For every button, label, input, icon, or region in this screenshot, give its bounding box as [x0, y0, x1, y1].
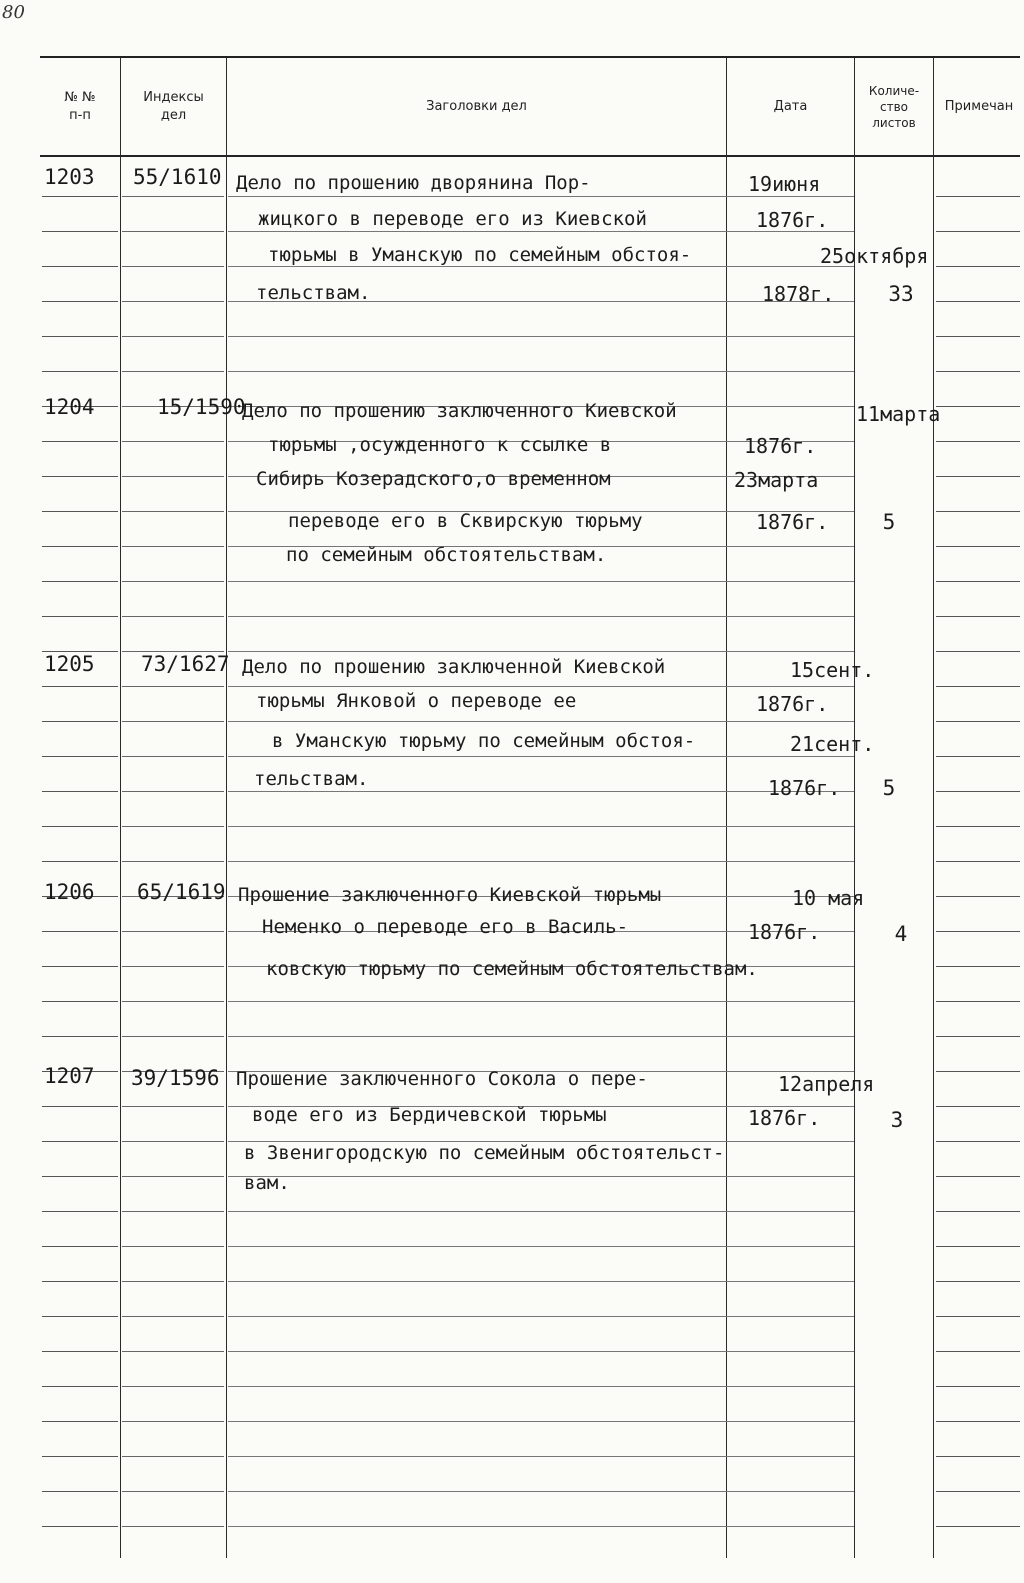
sheet-count: 4 — [894, 922, 908, 946]
date-from-year: 1876г. — [756, 208, 829, 232]
record-title-line: Сибирь Козерадского,о временном — [256, 468, 611, 490]
page-number-handwritten: 80 — [2, 2, 25, 23]
ledger-rule — [228, 651, 854, 652]
ledger-rule — [42, 826, 118, 827]
ledger-rule — [228, 1351, 854, 1352]
ledger-rule — [936, 1106, 1020, 1107]
ledger-rule — [228, 1491, 854, 1492]
ledger-rule — [122, 1351, 224, 1352]
record-title-line: тюрьмы ,осужденного к ссылке в — [268, 434, 612, 456]
ledger-rule — [228, 1176, 854, 1177]
record-title-line: Неменко о переводе его в Василь- — [262, 916, 629, 938]
date-to-day: 25октября — [820, 244, 929, 268]
ledger-rule — [936, 546, 1020, 547]
header-count: Количе- ство листов — [868, 83, 920, 130]
ledger-rule — [122, 1456, 224, 1457]
header-date: Дата — [773, 98, 808, 114]
ledger-rule — [122, 511, 224, 512]
ledger-rule — [42, 1281, 118, 1282]
ledger-rule — [122, 336, 224, 337]
ledger-rule — [122, 861, 224, 862]
ledger-rule — [122, 1141, 224, 1142]
ledger-rule — [936, 651, 1020, 652]
date-to-year: 1878г. — [762, 282, 835, 306]
record-title-line: в Уманскую тюрьму по семейным обстоя- — [272, 730, 696, 752]
date-from-day: 11марта — [856, 402, 941, 426]
ledger-rule — [936, 1176, 1020, 1177]
ledger-rule — [42, 861, 118, 862]
ledger-rule — [228, 861, 854, 862]
ledger-rule — [936, 1386, 1020, 1387]
record-title-line: жицкого в переводе его из Киевской — [258, 208, 647, 230]
ledger-rule — [42, 301, 118, 302]
ledger-rule — [122, 196, 224, 197]
ledger-rule — [122, 1491, 224, 1492]
ledger-rule — [122, 686, 224, 687]
ledger-rule — [936, 861, 1020, 862]
ledger-rule — [228, 1421, 854, 1422]
ledger-rule — [936, 826, 1020, 827]
sheet-count: 5 — [882, 776, 896, 800]
ledger-rule — [42, 1211, 118, 1212]
ledger-rule — [228, 826, 854, 827]
ledger-rule — [228, 1456, 854, 1457]
ledger-rule — [936, 1456, 1020, 1457]
ledger-rule — [936, 441, 1020, 442]
record-title-line: ковскую тюрьму по семейным обстоятельствам. — [266, 958, 758, 980]
header-bottom-rule — [40, 155, 1020, 157]
ledger-rule — [228, 336, 854, 337]
ledger-rule — [122, 1421, 224, 1422]
ledger-rule — [122, 231, 224, 232]
record-title-line: вам. — [244, 1172, 290, 1194]
record-title-line: Прошение заключенного Киевской тюрьмы — [238, 884, 662, 906]
ledger-rule — [42, 1106, 118, 1107]
ledger-rule — [228, 266, 854, 267]
record-index: 73/1627 — [141, 652, 230, 676]
ledger-rule — [122, 371, 224, 372]
ledger-rule — [228, 1211, 854, 1212]
ledger-rule — [122, 1106, 224, 1107]
record-number: 1203 — [44, 165, 95, 189]
ledger-rule — [42, 1421, 118, 1422]
column-divider — [726, 58, 727, 1558]
date-from-year: 1876г. — [756, 692, 829, 716]
column-divider — [120, 58, 121, 1558]
ledger-rule — [122, 756, 224, 757]
ledger-rule — [122, 721, 224, 722]
ledger-rule — [42, 1176, 118, 1177]
ledger-rule — [936, 686, 1020, 687]
record-index: 65/1619 — [137, 880, 226, 904]
record-title-line: Дело по прошению заключенного Киевской — [242, 400, 677, 422]
record-title-line: тюрьмы Янковой о переводе ее — [256, 690, 577, 712]
ledger-rule — [936, 931, 1020, 932]
ledger-rule — [122, 1001, 224, 1002]
ledger-rule — [936, 1001, 1020, 1002]
ledger-rule — [122, 931, 224, 932]
ledger-rule — [122, 966, 224, 967]
ledger-rule — [228, 686, 854, 687]
ledger-rule — [42, 1491, 118, 1492]
date-from-day: 12апреля — [778, 1072, 875, 1096]
ledger-rule — [42, 546, 118, 547]
record-title-line: по семейным обстоятельствам. — [286, 544, 607, 566]
ledger-rule — [936, 1491, 1020, 1492]
ledger-rule — [122, 441, 224, 442]
column-divider — [226, 58, 227, 1558]
date-from-day: 19июня — [748, 172, 821, 196]
ledger-rule — [42, 686, 118, 687]
ledger-rule — [42, 1526, 118, 1527]
ledger-rule — [936, 1351, 1020, 1352]
ledger-rule — [936, 721, 1020, 722]
ledger-rule — [42, 1456, 118, 1457]
date-to-day: 21сент. — [790, 732, 875, 756]
ledger-rule — [122, 1211, 224, 1212]
ledger-rule — [936, 371, 1020, 372]
ledger-rule — [936, 1421, 1020, 1422]
ledger-rule — [936, 1246, 1020, 1247]
ledger-rule — [936, 756, 1020, 757]
record-number: 1207 — [44, 1064, 95, 1088]
ledger-rule — [42, 581, 118, 582]
ledger-rule — [936, 896, 1020, 897]
record-index: 55/1610 — [133, 165, 222, 189]
date-to-year: 1876г. — [768, 776, 841, 800]
ledger-rule — [936, 301, 1020, 302]
ledger-rule — [122, 616, 224, 617]
ledger-rule — [936, 266, 1020, 267]
ledger-rule — [42, 1246, 118, 1247]
ledger-rule — [42, 1141, 118, 1142]
ledger-rule — [42, 231, 118, 232]
record-title-line: тельствам. — [254, 768, 369, 790]
ledger-rule — [228, 1246, 854, 1247]
ledger-rule — [122, 1246, 224, 1247]
ledger-rule — [122, 1386, 224, 1387]
ledger-rule — [936, 581, 1020, 582]
date-from-day: 15сент. — [790, 658, 875, 682]
ledger-rule — [122, 1176, 224, 1177]
ledger-rule — [936, 511, 1020, 512]
ledger-rule — [228, 196, 854, 197]
record-index: 39/1596 — [131, 1066, 220, 1090]
header-index: Индексы дел — [143, 89, 204, 123]
ledger-rule — [42, 1001, 118, 1002]
ledger-rule — [122, 581, 224, 582]
header-note: Примечан — [944, 98, 1014, 114]
ledger-rule — [122, 301, 224, 302]
ledger-rule — [122, 546, 224, 547]
ledger-rule — [936, 476, 1020, 477]
record-title-line: в Звенигородскую по семейным обстоятельст- — [244, 1142, 725, 1164]
ledger-rule — [42, 266, 118, 267]
ledger-rule — [936, 616, 1020, 617]
ledger-rule — [228, 721, 854, 722]
ledger-rule — [936, 336, 1020, 337]
record-title-line: воде его из Бердичевской тюрьмы — [252, 1104, 607, 1126]
ledger-rule — [42, 476, 118, 477]
record-number: 1206 — [44, 880, 95, 904]
ledger-rule — [936, 1526, 1020, 1527]
ledger-rule — [228, 756, 854, 757]
header-title: Заголовки дел — [426, 98, 527, 114]
column-divider — [854, 58, 855, 1558]
ledger-rule — [228, 371, 854, 372]
ledger-rule — [936, 1036, 1020, 1037]
ledger-rule — [936, 1071, 1020, 1072]
date-from-year: 1876г. — [744, 434, 817, 458]
ledger-rule — [122, 1316, 224, 1317]
sheet-count: 33 — [888, 282, 914, 306]
ledger-rule — [122, 791, 224, 792]
record-number: 1205 — [44, 652, 95, 676]
record-title-line: Дело по прошению заключенной Киевской — [242, 656, 666, 678]
ledger-rule — [42, 196, 118, 197]
record-title-line: тельствам. — [256, 282, 371, 304]
ledger-rule — [936, 1141, 1020, 1142]
ledger-rule — [122, 1036, 224, 1037]
date-from-year: 1876г. — [748, 920, 821, 944]
ledger-rule — [228, 1386, 854, 1387]
ledger-rule — [122, 476, 224, 477]
record-title-line: Прошение заключенного Сокола о пере- — [236, 1068, 648, 1090]
ledger-rule — [42, 336, 118, 337]
ledger-rule — [936, 791, 1020, 792]
record-title-line: Дело по прошению дворянина Пор- — [236, 172, 591, 194]
ledger-rule — [42, 1386, 118, 1387]
ledger-rule — [42, 931, 118, 932]
ledger-rule — [936, 966, 1020, 967]
ledger-rule — [42, 721, 118, 722]
ledger-rule — [936, 406, 1020, 407]
ledger-rule — [42, 441, 118, 442]
ledger-rule — [122, 1526, 224, 1527]
ledger-rule — [936, 196, 1020, 197]
ledger-rule — [42, 371, 118, 372]
ledger-rule — [42, 511, 118, 512]
ledger-rule — [228, 1001, 854, 1002]
ledger-rule — [228, 1281, 854, 1282]
record-title-line: переводе его в Сквирскую тюрьму — [288, 510, 643, 532]
ledger-rule — [228, 1036, 854, 1037]
ledger-rule — [936, 1281, 1020, 1282]
date-from-day: 10 мая — [792, 886, 865, 910]
ledger-rule — [42, 616, 118, 617]
ledger-rule — [42, 1316, 118, 1317]
ledger-rule — [42, 756, 118, 757]
ledger-rule — [936, 1211, 1020, 1212]
ledger-rule — [228, 1316, 854, 1317]
sheet-count: 5 — [882, 510, 896, 534]
date-to-day: 23марта — [734, 468, 819, 492]
ledger-rule — [228, 616, 854, 617]
ledger-rule — [122, 266, 224, 267]
ledger-rule — [42, 1036, 118, 1037]
ledger-rule — [936, 1316, 1020, 1317]
header-num: № № п-п — [64, 89, 96, 123]
date-to-year: 1876г. — [756, 510, 829, 534]
ledger-rule — [42, 1351, 118, 1352]
ledger-rule — [228, 791, 854, 792]
ledger-rule — [122, 826, 224, 827]
sheet-count: 3 — [890, 1108, 904, 1132]
ledger-rule — [42, 966, 118, 967]
ledger-rule — [936, 231, 1020, 232]
ledger-rule — [228, 1526, 854, 1527]
ledger-rule — [228, 581, 854, 582]
ledger-rule — [42, 791, 118, 792]
record-index: 15/1590 — [157, 395, 246, 419]
record-title-line: тюрьмы в Уманскую по семейным обстоя- — [268, 244, 692, 266]
date-from-year: 1876г. — [748, 1106, 821, 1130]
record-number: 1204 — [44, 395, 95, 419]
ledger-rule — [122, 1281, 224, 1282]
